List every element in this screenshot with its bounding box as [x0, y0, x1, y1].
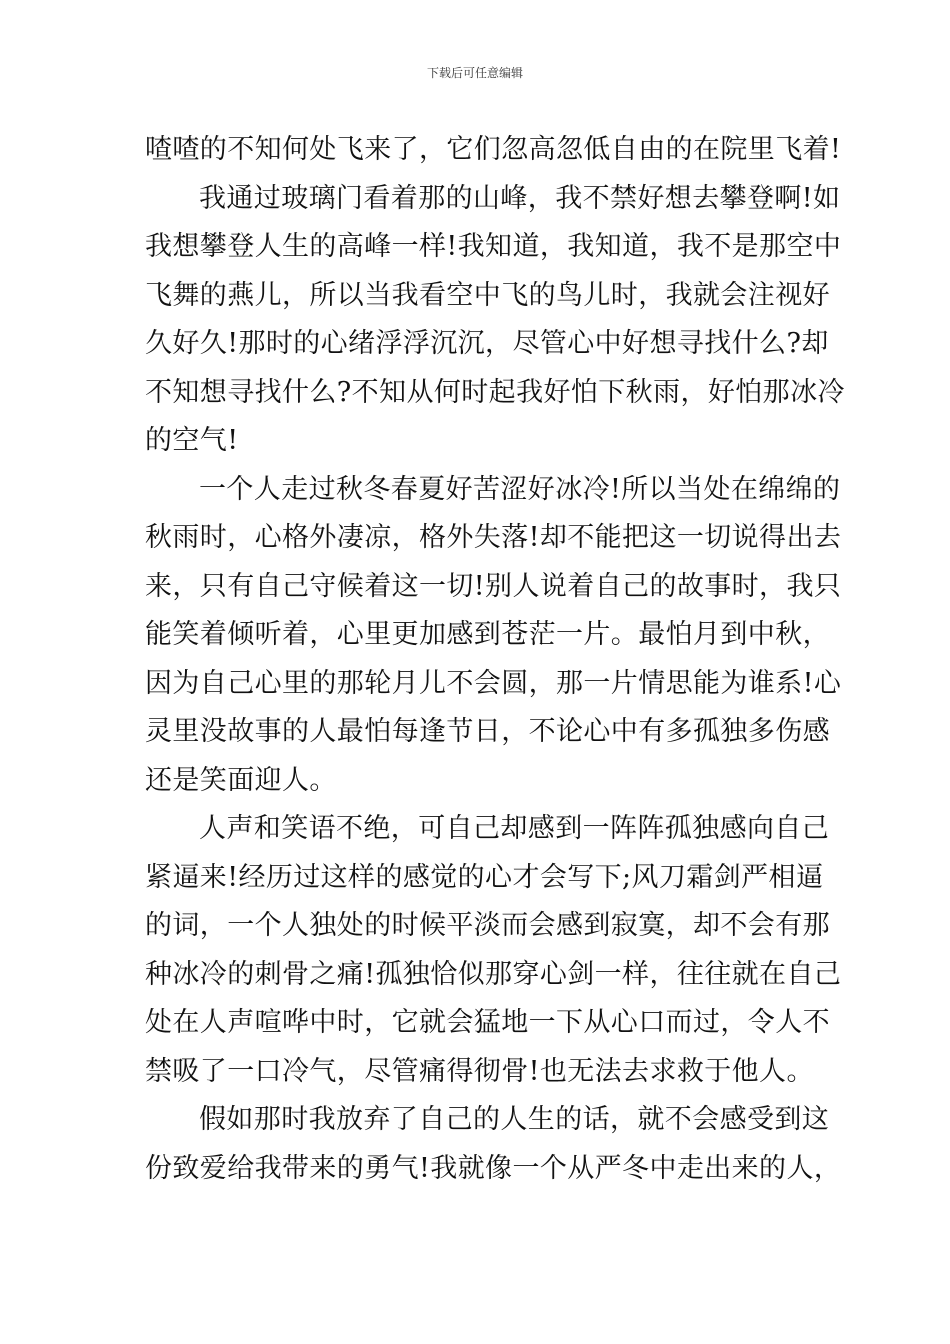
text-line: 紧逼来!经历过这样的感觉的心才会写下;风刀霜剑严相逼: [145, 861, 824, 893]
paragraph-start-line: 我通过玻璃门看着那的山峰，我不禁好想去攀登啊!如: [199, 182, 841, 214]
text-line: 禁吸了一口冷气，尽管痛得彻骨!也无法去求救于他人。: [145, 1055, 814, 1087]
text-line: 因为自己心里的那轮月儿不会圆，那一片情思能为谁系!心: [145, 667, 842, 699]
text-line: 灵里没故事的人最怕每逢节日，不论心中有多孤独多伤感: [145, 716, 830, 747]
page-header: 下载后可任意编辑: [426, 66, 523, 80]
text-line: 久好久!那时的心绪浮浮沉沉，尽管心中好想寻找什么?却: [145, 328, 829, 359]
text-line: 份致爱给我带来的勇气!我就像一个从严冬中走出来的人，: [145, 1152, 842, 1184]
paragraph-start-line: 人声和笑语不绝，可自己却感到一阵阵孤独感向自己: [199, 813, 830, 844]
text-line: 我想攀登人生的高峰一样!我知道，我知道，我不是那空中: [145, 231, 842, 262]
text-line: 种冰冷的刺骨之痛!孤独恰似那穿心剑一样，往往就在自己: [145, 958, 842, 990]
text-line: 处在人声喧哗中时，它就会猛地一下从心口而过，令人不: [145, 1007, 830, 1038]
text-line: 不知想寻找什么?不知从何时起我好怕下秋雨，好怕那冰冷: [145, 376, 845, 408]
text-line: 能笑着倾听着，心里更加感到苍茫一片。最怕月到中秋，: [145, 619, 830, 650]
paragraph-start-line: 假如那时我放弃了自己的人生的话，就不会感受到这: [199, 1104, 830, 1135]
text-line: 的词，一个人独处的时候平淡而会感到寂寞，却不会有那: [145, 910, 830, 941]
text-line: 还是笑面迎人。: [145, 764, 337, 796]
text-line: 来，只有自己守候着这一切!别人说着自己的故事时，我只: [145, 570, 842, 602]
text-line: 飞舞的燕儿，所以当我看空中飞的鸟儿时，我就会注视好: [145, 279, 830, 311]
text-line: 喳喳的不知何处飞来了，它们忽高忽低自由的在院里飞着!: [145, 134, 842, 165]
paragraph-start-line: 一个人走过秋冬春夏好苦涩好冰冷!所以当处在绵绵的: [199, 473, 841, 505]
text-line: 秋雨时，心格外凄凉，格外失落!却不能把这一切说得出去: [145, 522, 842, 553]
text-line: 的空气!: [145, 425, 239, 456]
document-body: [145, 126, 845, 1193]
